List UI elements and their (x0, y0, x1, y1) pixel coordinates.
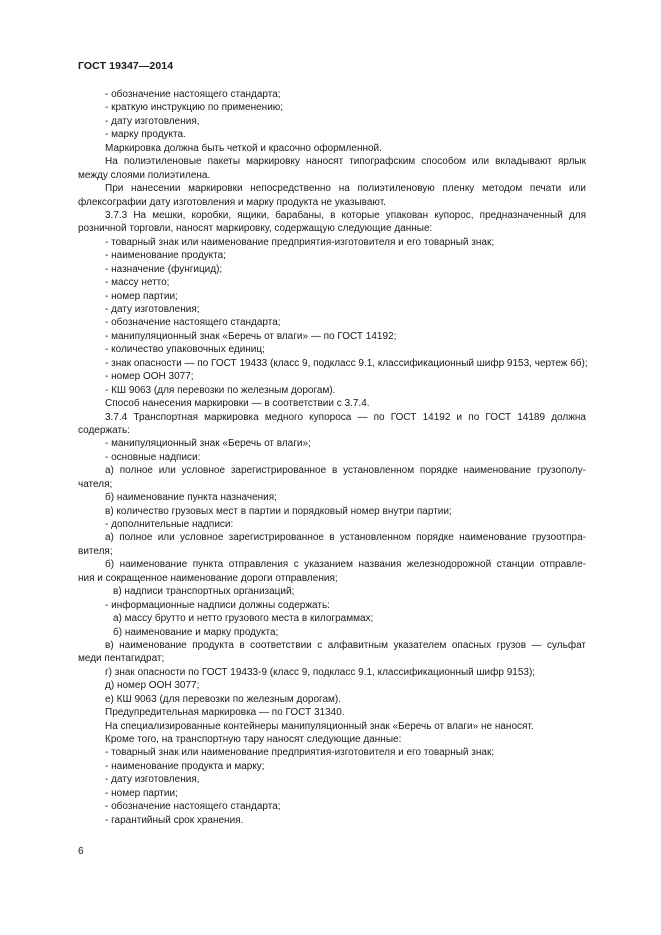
text-line: - информационные надписи должны содержать: (105, 599, 330, 611)
text-line: - наименование продукта и марку; (105, 760, 265, 772)
text-line: в) надписи транспортных организаций; (113, 586, 295, 598)
text-line: 3.7.4 Транспортная маркировка медного купороса — по ГОСТ 14192 и по ГОСТ 14189 должна (105, 411, 586, 423)
text-line: а) массу брутто и нетто грузового места в килограммах; (113, 613, 374, 625)
text-line: - основные надписи: (105, 451, 201, 463)
text-line: Маркировка должна быть четкой и красочно оформленной. (105, 142, 382, 154)
text-line: - номер партии; (105, 290, 178, 302)
text-line: 3.7.3 На мешки, коробки, ящики, барабаны, в которые упакован купорос, предназначенный для (105, 209, 586, 221)
text-line: - товарный знак или наименование предприятия-изготовителя и его товарный знак; (105, 747, 495, 759)
text-line: - дату изготовления; (105, 304, 200, 315)
text-line: - наименование продукта; (105, 250, 226, 262)
text-line: вителя; (78, 545, 113, 557)
text-line: На специализированные контейнеры манипуляционный знак «Беречь от влаги» не наносят. (105, 720, 534, 732)
text-line: - дополнительные надписи: (105, 519, 234, 530)
text-line: - дату изготовления, (105, 774, 200, 786)
text-line: розничной торговли, наносят маркировку, содержащую следующие данные: (78, 223, 433, 235)
text-line: д) номер ООН 3077; (105, 680, 200, 692)
text-line: - товарный знак или наименование предприятия-изготовителя и его товарный знак; (105, 236, 495, 248)
document-header-title: ГОСТ 19347—2014 (78, 60, 174, 72)
text-line: - манипуляционный знак «Беречь от влаги» — по ГОСТ 14192; (105, 330, 397, 342)
text-line: - обозначение настоящего стандарта; (105, 801, 281, 813)
text-line: - назначение (фунгицид); (105, 263, 223, 275)
text-line: - КШ 9063 (для перевозки по железным дорогам). (105, 384, 336, 396)
text-line: ния и сокращенное наименование дороги отправления; (78, 572, 338, 584)
text-line: а) полное или условное зарегистрированное в установленном порядке наименование грузоотпра- (105, 532, 586, 544)
text-line: - гарантийный срок хранения. (105, 814, 244, 826)
text-line: а) полное или условное зарегистрированное в установленном порядке наименование грузополу- (105, 465, 586, 477)
text-line: - знак опасности — по ГОСТ 19433 (класс 9, подкласс 9.1, классификационный шифр 9153, чертеж 6б); (105, 357, 588, 369)
text-line: в) наименование продукта в соответствии с алфавитным указателем опасных грузов — сульфат (105, 639, 586, 651)
text-line: б) наименование пункта отправления с указанием названия железнодорожной станции отправле- (105, 559, 586, 571)
text-line: - манипуляционный знак «Беречь от влаги»; (105, 438, 311, 450)
text-line: - обозначение настоящего стандарта; (105, 317, 281, 329)
text-line: г) знак опасности по ГОСТ 19433-9 (класс 9, подкласс 9.1, классификационный шифр 9153); (105, 666, 536, 678)
text-line: Способ нанесения маркировки — в соответствии с 3.7.4. (105, 398, 370, 410)
text-line: б) наименование и марку продукта; (113, 626, 279, 638)
text-line: - номер партии; (105, 787, 178, 799)
document-body (78, 88, 586, 827)
text-line: Предупредительная маркировка — по ГОСТ 31340. (105, 707, 345, 719)
text-line: - дату изготовления, (105, 115, 200, 127)
text-line: - массу нетто; (105, 277, 170, 289)
text-line: меди пентагидрат; (78, 653, 165, 665)
page-number: 6 (78, 846, 84, 857)
text-line: - краткую инструкцию по применению; (105, 102, 284, 114)
text-line: На полиэтиленовые пакеты маркировку наносят типографским способом или вкладывают ярлык (105, 156, 586, 168)
text-line: б) наименование пункта назначения; (105, 492, 277, 504)
text-line: - номер ООН 3077; (105, 371, 194, 383)
text-line: чателя; (78, 478, 113, 490)
text-line: - количество упаковочных единиц; (105, 344, 265, 356)
text-line: - марку продукта. (105, 129, 186, 141)
text-line: в) количество грузовых мест в партии и порядковый номер внутри партии; (105, 505, 452, 517)
text-line: - обозначение настоящего стандарта; (105, 89, 281, 100)
text-line: При нанесении маркировки непосредственно на полиэтиленовую пленку методом печати или (105, 183, 586, 195)
text-line: между слоями полиэтилена. (78, 169, 211, 181)
text-line: флексографии дату изготовления и марку продукта не указывают. (78, 196, 386, 208)
text-line: Кроме того, на транспортную тару наносят следующие данные: (105, 734, 402, 745)
text-line: содержать: (78, 424, 131, 436)
text-line: е) КШ 9063 (для перевозки по железным дорогам). (105, 693, 342, 705)
